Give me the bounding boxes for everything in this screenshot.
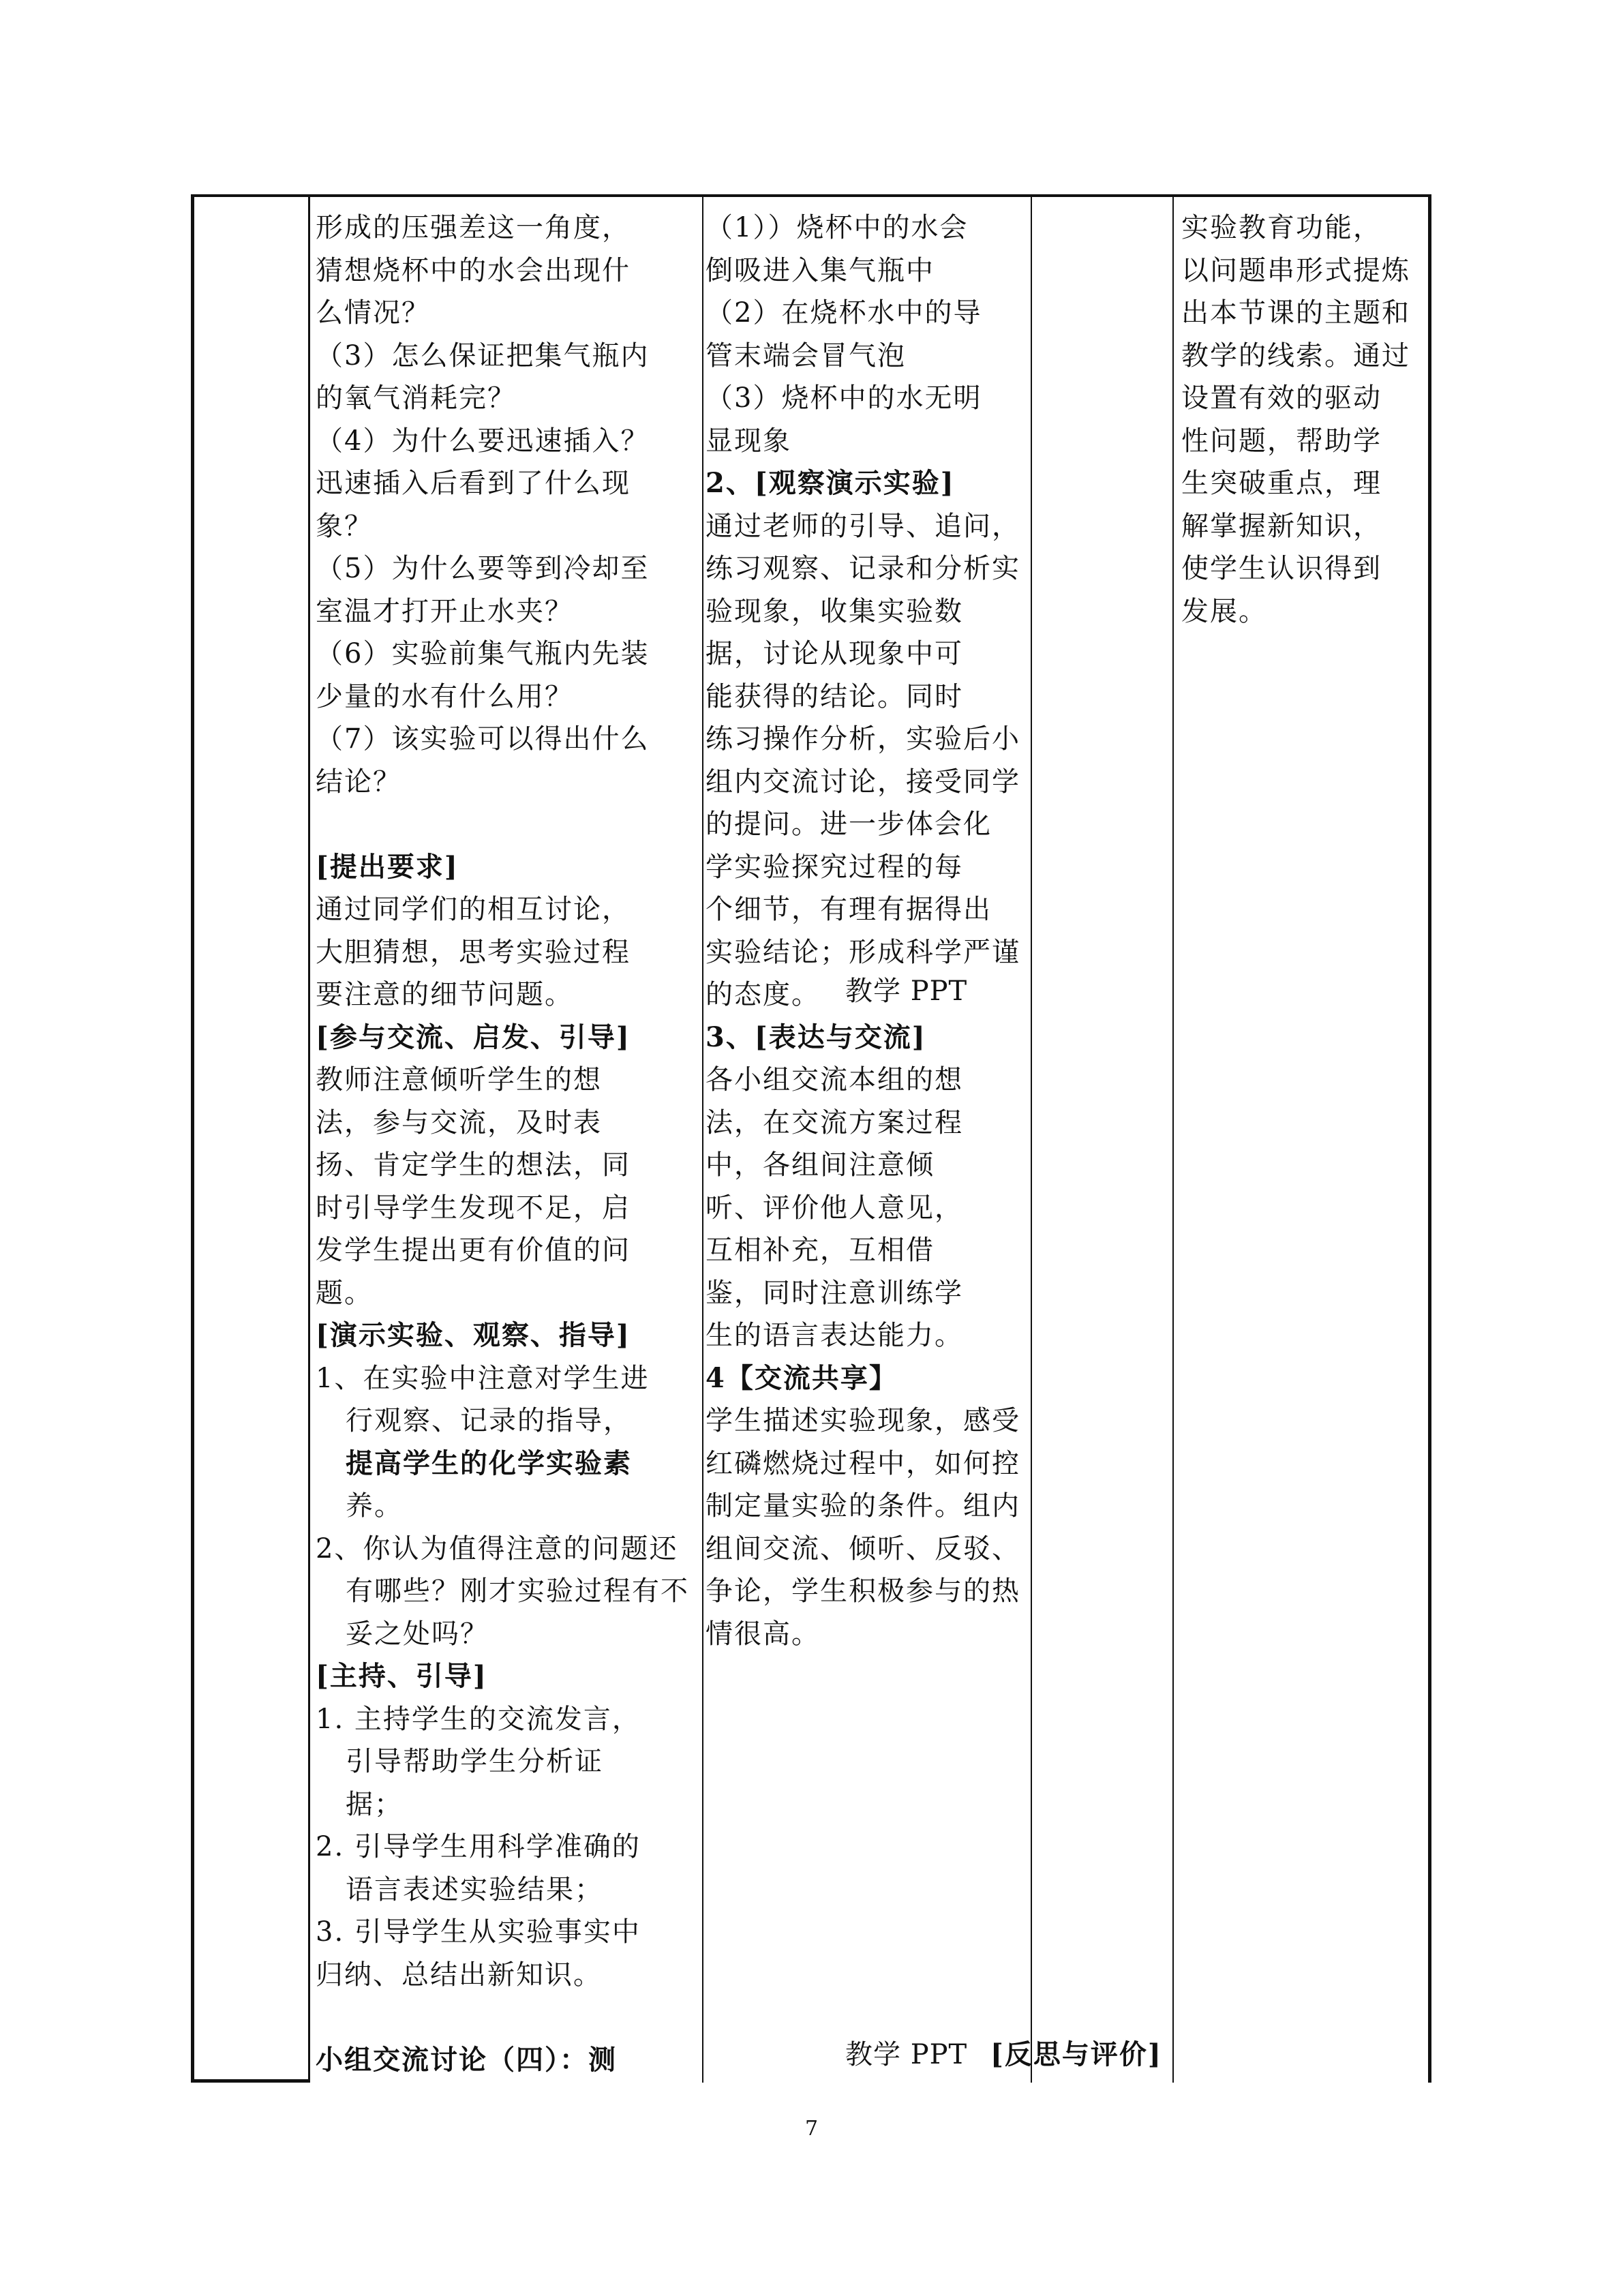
student-text-line: 通过老师的引导、追问， (706, 510, 1020, 542)
table-top-border (191, 194, 1431, 197)
student-text-line: 争论，学生积极参与的热 (706, 1575, 1020, 1607)
intent-text-line: 教学的线索。通过 (1181, 339, 1410, 372)
student-text-line: 的态度。 (706, 979, 820, 1010)
teacher-text-line: 结论？ (316, 766, 401, 798)
teacher-text-line: 形成的压强差这一角度， (316, 212, 631, 243)
intent-text-line: 解掌握新知识， (1181, 510, 1382, 542)
teacher-text-line: 室温才打开止水夹？ (316, 595, 573, 627)
teacher-text-line: 养。 (346, 1490, 403, 1522)
intent-text-line: 以问题串形式提炼 (1181, 254, 1410, 286)
teacher-text-line: 教师注意倾听学生的想 (316, 1064, 602, 1096)
student-text-line: 学生描述实验现象，感受 (706, 1405, 1020, 1436)
column-divider-4 (1172, 194, 1174, 2083)
column-divider-3 (1031, 194, 1032, 2083)
teacher-text-line (316, 1996, 697, 2039)
teacher-text-line: （5）为什么要等到冷却至 (316, 553, 650, 584)
student-text-line: （1））烧杯中的水会 (706, 212, 969, 243)
student-text-line: 练习操作分析，实验后小 (706, 723, 1020, 755)
intent-text-line: 生突破重点，理 (1181, 468, 1382, 499)
column-divider-1 (308, 194, 310, 2083)
teacher-text-line (316, 803, 697, 846)
teacher-text-line: 语言表述实验结果； (346, 1873, 603, 1905)
student-text-line: 互相补充，互相借 (706, 1235, 935, 1266)
student-text-line: 各小组交流本组的想 (706, 1064, 963, 1096)
student-text-line: 验现象，收集实验数 (706, 595, 963, 627)
student-text-line: 管末端会冒气泡 (706, 339, 906, 372)
intent-text-line: 设置有效的驱动 (1181, 382, 1382, 414)
student-text-line: 听、评价他人意见， (706, 1192, 963, 1224)
teacher-text-line: 法，参与交流，及时表 (316, 1106, 602, 1138)
teacher-text-line: 1、在实验中注意对学生进 (316, 1362, 650, 1394)
table-left-border (191, 194, 194, 2081)
teacher-text-line: 大胆猜想，思考实验过程 (316, 936, 631, 968)
student-text-line: 倒吸进入集气瓶中 (706, 254, 935, 286)
student-text-line: 的提问。进一步体会化 (706, 809, 992, 840)
student-activity-column (706, 207, 1026, 1655)
student-text-line: 个细节，有理有据得出 (706, 894, 992, 925)
table-right-border (1428, 194, 1431, 2083)
teacher-text-line: 有哪些？刚才实验过程有不 (346, 1575, 689, 1607)
teacher-text-line: （7）该实验可以得出什么 (316, 723, 650, 755)
design-intent-column (1181, 207, 1420, 633)
intent-text-line: 出本节课的主题和 (1181, 297, 1410, 329)
resource-label-ppt: 教学 PPT (845, 976, 968, 1007)
teacher-text-line: （3）怎么保证把集气瓶内 (316, 339, 650, 372)
student-text-line: 红磷燃烧过程中，如何控 (706, 1447, 1020, 1479)
student-text-line: 中，各组间注意倾 (706, 1149, 935, 1181)
teacher-text-line: 象？ (316, 510, 373, 542)
student-text-line: 实验结论；形成科学严谨 (706, 936, 1020, 968)
teacher-text-line: 要注意的细节问题。 (316, 979, 573, 1010)
teacher-text-line: 据； (346, 1788, 403, 1820)
teacher-text-line: 引导帮助学生分析证 (346, 1746, 603, 1777)
teacher-text-line: 时引导学生发现不足，启 (316, 1192, 631, 1224)
student-text-line: 据，讨论从现象中可 (706, 638, 963, 669)
teacher-text-line: 发学生提出更有价值的问 (316, 1235, 631, 1266)
teacher-text-line: 2. 引导学生用科学准确的 (316, 1831, 641, 1862)
teacher-activity-column (316, 207, 697, 2081)
teacher-text-line: 1. 主持学生的交流发言， (316, 1703, 641, 1735)
student-text-line: 鉴，同时注意训练学 (706, 1277, 963, 1309)
student-text-line: 组内交流讨论，接受同学 (706, 766, 1020, 798)
student-text-line: 能获得的结论。同时 (706, 680, 963, 712)
intent-text-line: 使学生认识得到 (1181, 553, 1382, 584)
teacher-text-line: 题。 (316, 1277, 373, 1309)
student-text-line: 组间交流、倾听、反驳、 (706, 1532, 1020, 1565)
intent-text-line: 实验教育功能， (1181, 212, 1382, 243)
teacher-text-line: 少量的水有什么用？ (316, 680, 573, 712)
teacher-text-line: 的氧气消耗完？ (316, 382, 516, 414)
teacher-text-line: 扬、肯定学生的想法，同 (316, 1149, 631, 1181)
student-text-line: （3）烧杯中的水无明 (706, 382, 982, 414)
student-text-line: 2、[观察演示实验] (706, 467, 955, 499)
teacher-text-line: 小组交流讨论（四）：测 (316, 2043, 617, 2076)
student-text-line: 3、[表达与交流] (706, 1021, 926, 1053)
teacher-text-line: 3. 引导学生从实验事实中 (316, 1916, 641, 1948)
teacher-text-line: [参与交流、启发、引导] (316, 1021, 631, 1053)
teacher-text-line: [提出要求] (316, 850, 459, 883)
reflection-heading: [反思与评价] (990, 2038, 1162, 2070)
column-divider-2 (702, 194, 703, 2083)
student-text-line: 学实验探究过程的每 (706, 851, 963, 883)
lesson-plan-table (191, 194, 1431, 2083)
student-text-line: （2）在烧杯水中的导 (706, 297, 982, 329)
teacher-text-line: （4）为什么要迅速插入？ (316, 425, 650, 457)
teacher-text-line: 2、你认为值得注意的问题还 (316, 1532, 678, 1565)
teacher-text-line: 猜想烧杯中的水会出现什 (316, 254, 631, 286)
teacher-text-line: 提高学生的化学实验素 (346, 1447, 632, 1479)
teacher-text-line: 通过同学们的相互讨论， (316, 894, 631, 925)
student-text-line: 生的语言表达能力。 (706, 1320, 963, 1351)
student-text-line: 练习观察、记录和分析实 (706, 553, 1020, 584)
student-text-line: 制定量实验的条件。组内 (706, 1490, 1020, 1522)
student-text-line: 法，在交流方案过程 (706, 1106, 963, 1138)
teacher-text-line: [演示实验、观察、指导] (316, 1319, 631, 1351)
teacher-text-line: 归纳、总结出新知识。 (316, 1959, 602, 1991)
teacher-text-line: [主持、引导] (316, 1660, 487, 1692)
teacher-text-line: 行观察、记录的指导， (346, 1405, 632, 1436)
page-number: 7 (804, 2117, 819, 2141)
student-text-line: 4【交流共享】 (706, 1361, 898, 1394)
teacher-text-line: 么情况？ (316, 297, 430, 329)
intent-text-line: 性问题，帮助学 (1181, 425, 1382, 457)
resource-label-ppt-2: 教学 PPT (845, 2039, 968, 2070)
student-text-line: 情很高。 (706, 1618, 820, 1650)
intent-text-line: 发展。 (1181, 595, 1267, 627)
table-bottom-border-left (191, 2079, 310, 2083)
teacher-text-line: （6）实验前集气瓶内先装 (316, 638, 650, 669)
student-text-line: 显现象 (706, 425, 791, 457)
teacher-text-line: 妥之处吗？ (346, 1618, 489, 1650)
teacher-text-line: 迅速插入后看到了什么现 (316, 468, 631, 499)
